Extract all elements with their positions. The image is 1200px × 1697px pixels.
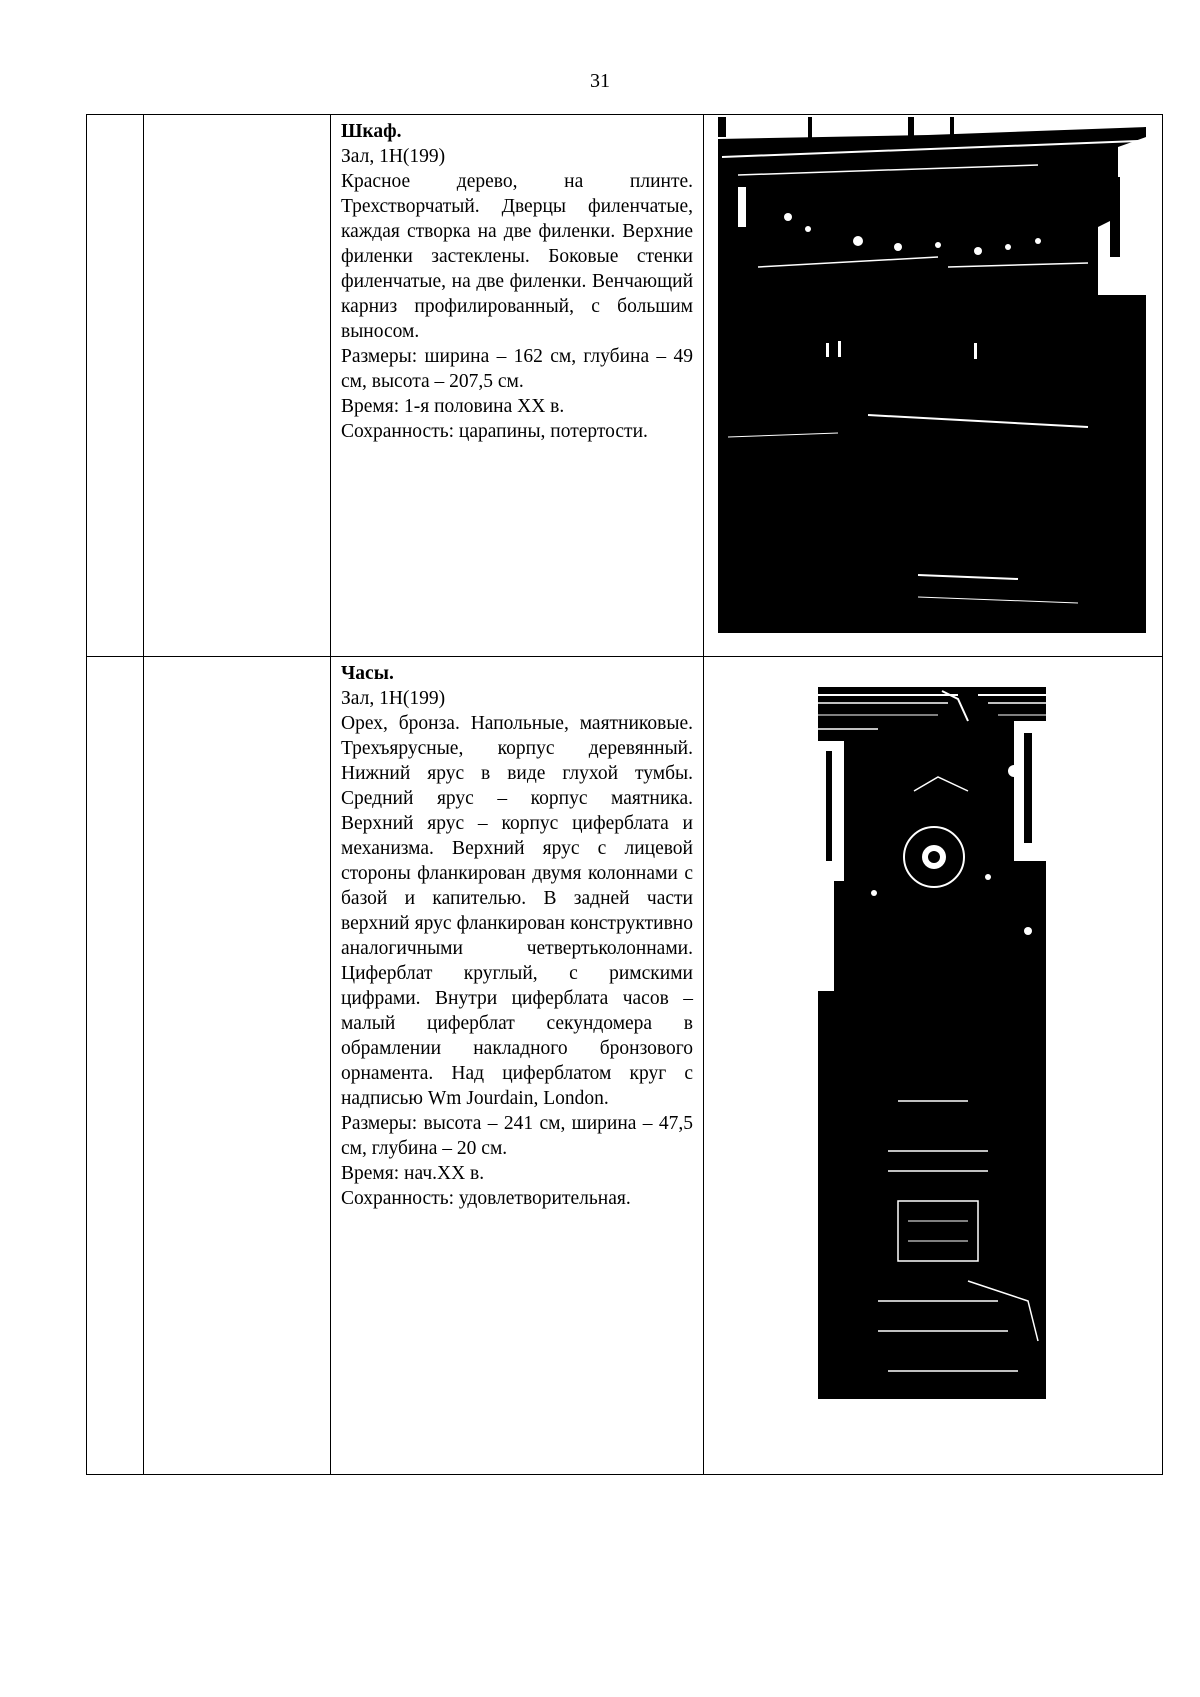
item-location: Зал, 1Н(199): [341, 146, 446, 167]
item-location: Зал, 1Н(199): [341, 688, 446, 709]
cabinet-photo: [718, 117, 1146, 633]
item-time: Время: нач.XX в.: [341, 1163, 485, 1184]
item-description: [331, 115, 703, 444]
item-time: Время: 1-я половина XX в.: [341, 396, 565, 417]
item-condition: Сохранность: удовлетворительная.: [341, 1188, 631, 1209]
item-title: Шкаф.: [341, 121, 402, 142]
name-cell: [144, 115, 331, 657]
table-row: [87, 115, 1163, 657]
clock-photo: [818, 681, 1046, 1399]
item-description: [331, 657, 703, 1211]
item-dimensions: Размеры: ширина – 162 см, глубина – 49 см, высота – 207,5 см.: [341, 346, 693, 392]
photo-cell: [704, 115, 1163, 657]
number-cell: [87, 657, 144, 1475]
inventory-table: [86, 114, 1163, 1475]
number-cell: [87, 115, 144, 657]
item-dimensions: Размеры: высота – 241 см, ширина – 47,5 см, глубина – 20 см.: [341, 1113, 693, 1159]
description-cell: [331, 657, 704, 1475]
item-description-text: Красное дерево, на плинте. Трехстворчатый. Дверцы филенчатые, каждая створка на две филенки. Верхние филенки застеклены. Боковые стенки филенчатые, на две филенки. Венчающий карниз профилированный, с большим выносом.: [341, 171, 693, 342]
description-cell: [331, 115, 704, 657]
table-row: [87, 657, 1163, 1475]
clock-photo-image: [818, 681, 1046, 1399]
item-description-text: Орех, бронза. Напольные, маятниковые. Трехъярусные, корпус деревянный. Нижний ярус в виде глухой тумбы. Средний ярус – корпус маятника. Верхний ярус – корпус циферблата и механизма. Верхний ярус с лицевой стороны фланкирован двумя колоннами с базой и капителью. В задней части верхний ярус фланкирован конструктивно аналогичными четвертьколоннами. Циферблат круглый, с римскими цифрами. Внутри циферблата часов – малый циферблат секундомера в обрамлении накладного бронзового орнамента. Над циферблатом круг с надписью Wm Jourdain, London.: [341, 713, 693, 1109]
item-title: Часы.: [341, 663, 394, 684]
cabinet-photo-image: [718, 117, 1146, 633]
item-condition: Сохранность: царапины, потертости.: [341, 421, 648, 442]
page-number: 31: [590, 70, 610, 92]
photo-cell: [704, 657, 1163, 1475]
name-cell: [144, 657, 331, 1475]
